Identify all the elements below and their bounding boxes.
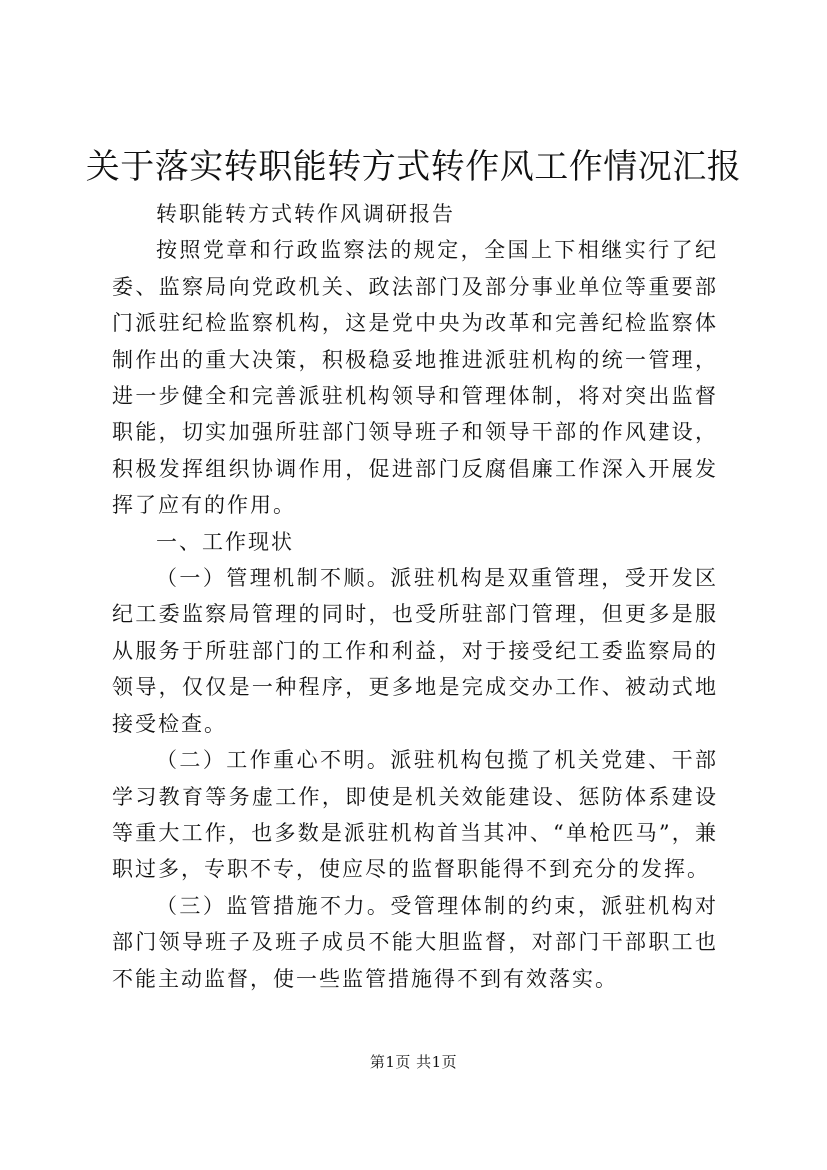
paragraph-intro: 按照党章和行政监察法的规定，全国上下相继实行了纪委、监察局向党政机关、政法部门及部分事业单位等重要部门派驻纪检监察机构，这是党中央为改革和完善纪检监察体制作出的重大决策，积极稳妥地推进派驻机构的统一管理，进一步健全和完善派驻机构领导和管理体制，将对突出监督职能，切实加强所驻部门领导班子和领导干部的作风建设，积极发挥组织协调作用，促进部门反腐倡廉工作深入开展发挥了应有的作用。 — [112, 238, 718, 518]
document-subtitle: 转职能转方式转作风调研报告 — [156, 202, 455, 226]
document-title: 关于落实转职能转方式转作风工作情况汇报 — [85, 147, 742, 187]
paragraph-management-mechanism: （一）管理机制不顺。派驻机构是双重管理，受开发区纪工委监察局管理的同时，也受所驻部门管理，但更多是服从服务于所驻部门的工作和利益，对于接受纪工委监察局的领导，仅仅是一种程序，更多地是完成交办工作、被动式地接受检查。 — [112, 566, 718, 736]
paragraph-supervision-measures: （三）监管措施不力。受管理体制的约束，派驻机构对部门领导班子及班子成员不能大胆监督，对部门干部职工也不能主动监督，使一些监管措施得不到有效落实。 — [112, 893, 718, 991]
section-heading-work-status: 一、工作现状 — [156, 529, 294, 554]
paragraph-work-focus: （二）工作重心不明。派驻机构包揽了机关党建、干部学习教育等务虚工作，即使是机关效能建设、惩防体系建设等重大工作，也多数是派驻机构首当其冲、“单枪匹马”，兼职过多，专职不专，使应尽的监督职能得不到充分的发挥。 — [112, 748, 718, 882]
page-number-footer: 第1页 共1页 — [369, 1053, 458, 1071]
document-body — [112, 196, 718, 997]
